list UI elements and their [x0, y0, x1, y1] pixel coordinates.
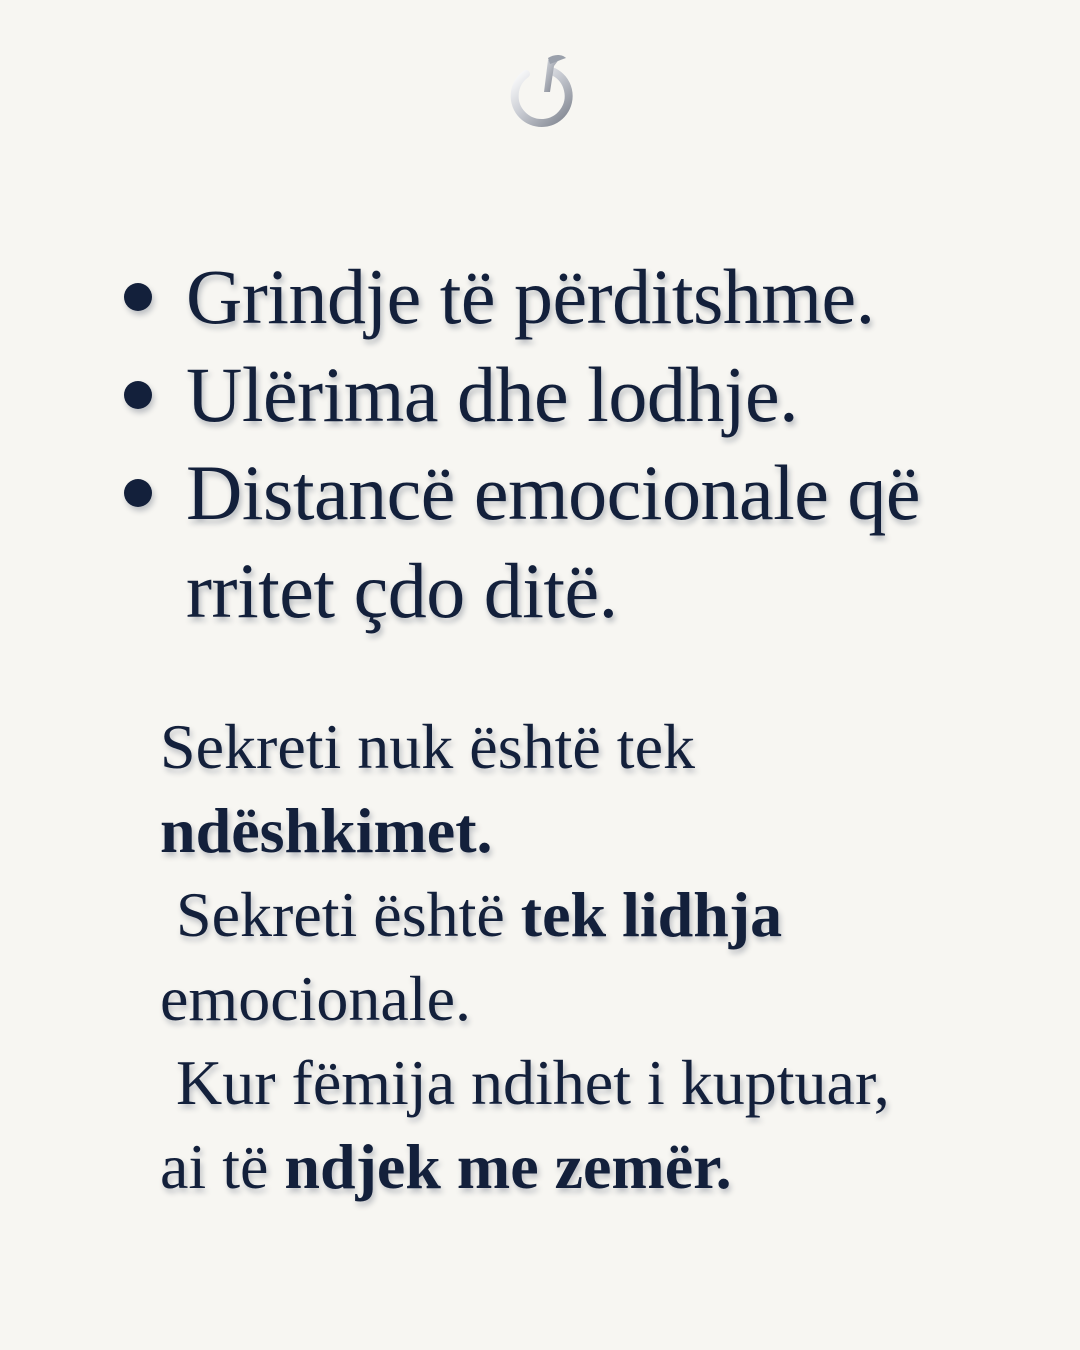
- brand-logo-icon: [504, 52, 578, 132]
- emphasis-text: ndëshkimet.: [160, 795, 493, 866]
- message-text: Sekreti është: [176, 879, 521, 950]
- message-line: [160, 873, 1020, 957]
- list-item-text: Distancë emocionale që: [186, 449, 920, 536]
- message-line: Sekreti nuk është tek: [160, 711, 695, 782]
- problems-list: [120, 248, 1020, 640]
- message-line: [160, 789, 1020, 873]
- list-item: [120, 248, 1020, 346]
- list-item-text: Grindje të përditshme.: [186, 253, 875, 340]
- key-message: [160, 705, 1020, 1209]
- list-item-text-continued: rritet çdo ditë.: [186, 547, 618, 634]
- message-line: emocionale.: [160, 963, 471, 1034]
- emphasis-text: tek lidhja: [520, 879, 783, 950]
- list-item: [120, 346, 1020, 444]
- emphasis-text: ndjek me zemër.: [284, 1131, 732, 1202]
- message-line: [160, 1125, 1020, 1209]
- bullet-dot: [124, 479, 152, 507]
- bullet-dot: [124, 381, 152, 409]
- message-text: ai të: [160, 1131, 285, 1202]
- message-line: Kur fëmija ndihet i kuptuar,: [176, 1047, 890, 1118]
- list-item: [120, 444, 1020, 640]
- bullet-dot: [124, 283, 152, 311]
- list-item-text: Ulërima dhe lodhje.: [186, 351, 799, 438]
